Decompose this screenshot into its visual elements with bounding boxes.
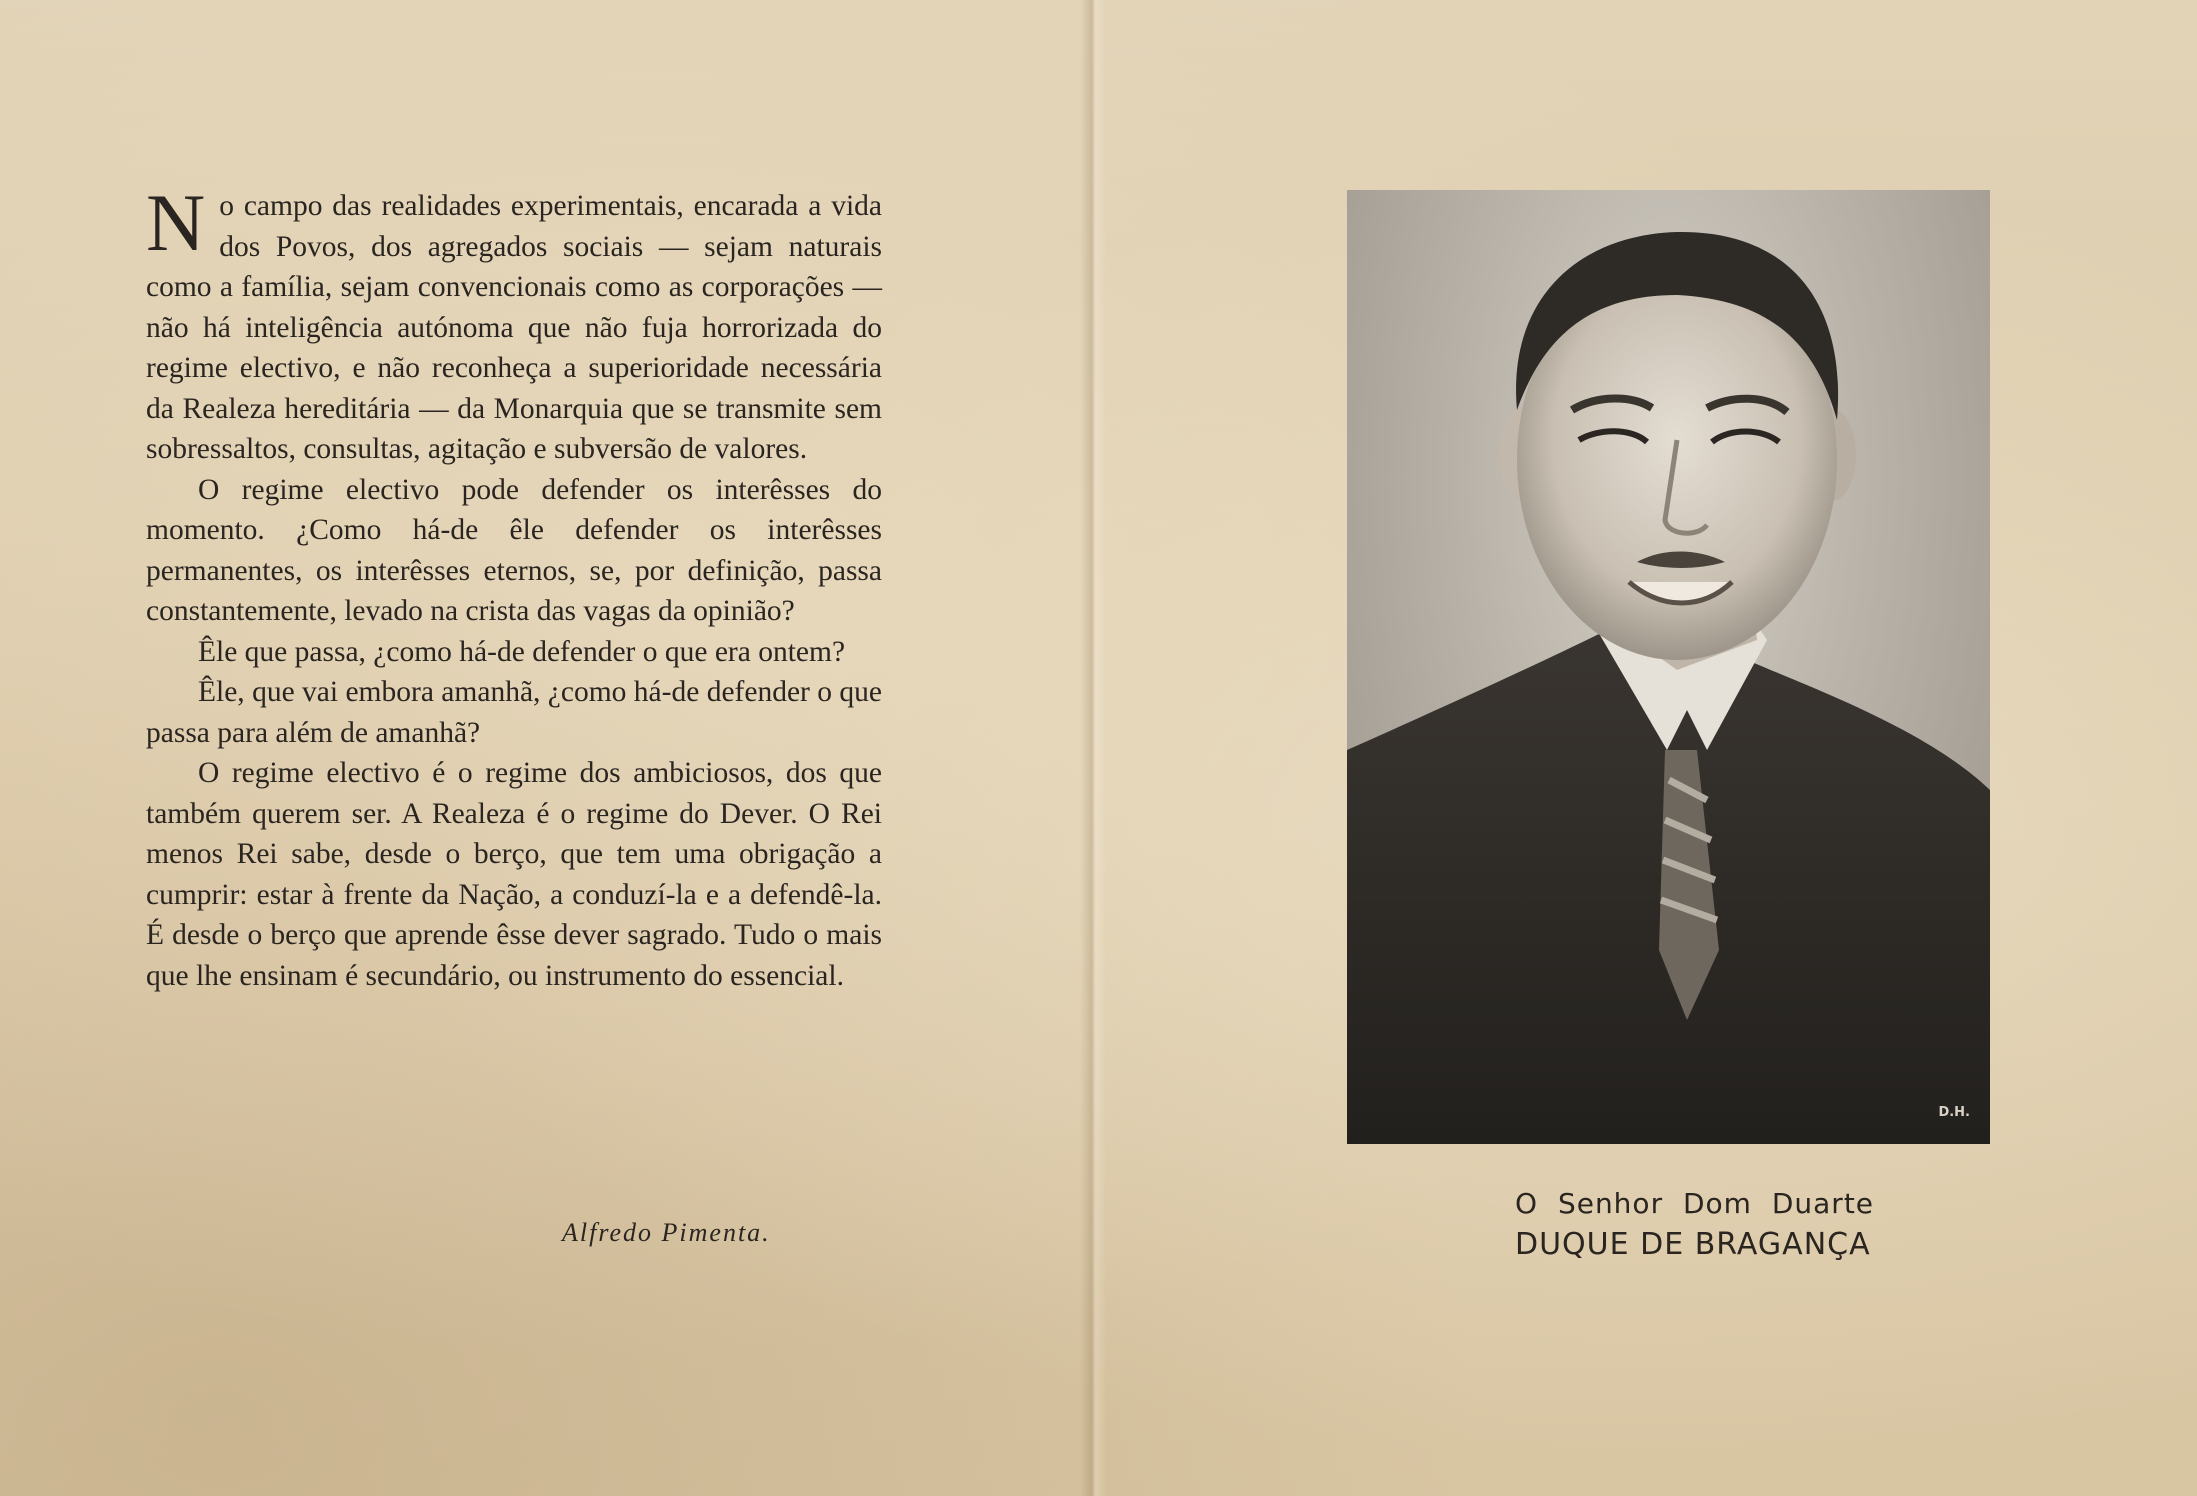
portrait-caption (1515, 1184, 1995, 1266)
essay-paragraph-4: Êle, que vai embora amanhã, ¿como há-de defender o que passa para além de amanhã? (146, 676, 882, 749)
portrait-illustration (1347, 190, 1990, 1144)
essay-paragraph-2: O regime electivo pode defender os interêsses do momento. ¿Como há-de êle defender os interêsses permanentes, os interêsses eternos, se, por definição, passa constantemente, levado na crista das vagas da opinião? (146, 473, 882, 627)
right-page (1095, 0, 2197, 1496)
caption-name: O Senhor Dom Duarte (1515, 1187, 1875, 1220)
photographer-initials: D.H. (1938, 1105, 1970, 1120)
paragraph-text: o campo das realidades experimentais, encarada a vida dos Povos, dos agregados sociais — sejam naturais como a família, sejam convencionais como as corporações — não há inteligência autónoma que não fuja horrorizada do regime electivo, e não reconheça a superioridade necessária da Realeza hereditária — da Monarquia que se transmite sem sobressaltos, consultas, agitação e subversão de valores. (146, 190, 882, 465)
portrait-photo (1347, 190, 1990, 1144)
drop-cap: N (146, 177, 206, 268)
essay-paragraph-3: Êle que passa, ¿como há-de defender o que era ontem? (198, 635, 846, 668)
caption-title: DUQUE DE BRAGANÇA (1515, 1227, 1871, 1262)
author-signature: Alfredo Pimenta. (562, 1218, 771, 1247)
essay-paragraph-1 (146, 177, 882, 470)
left-page (0, 0, 1090, 1496)
essay-paragraph-5: O regime electivo é o regime dos ambiciosos, dos que também querem ser. A Realeza é o regime do Dever. O Rei menos Rei sabe, desde o berço, que tem uma obrigação a cumprir: estar à frente da Nação, a conduzí-la e a defendê-la. É desde o berço que aprende êsse dever sagrado. Tudo o mais que lhe ensinam é secundário, ou instrumento do essencial. (146, 757, 882, 992)
essay-text (146, 177, 882, 996)
